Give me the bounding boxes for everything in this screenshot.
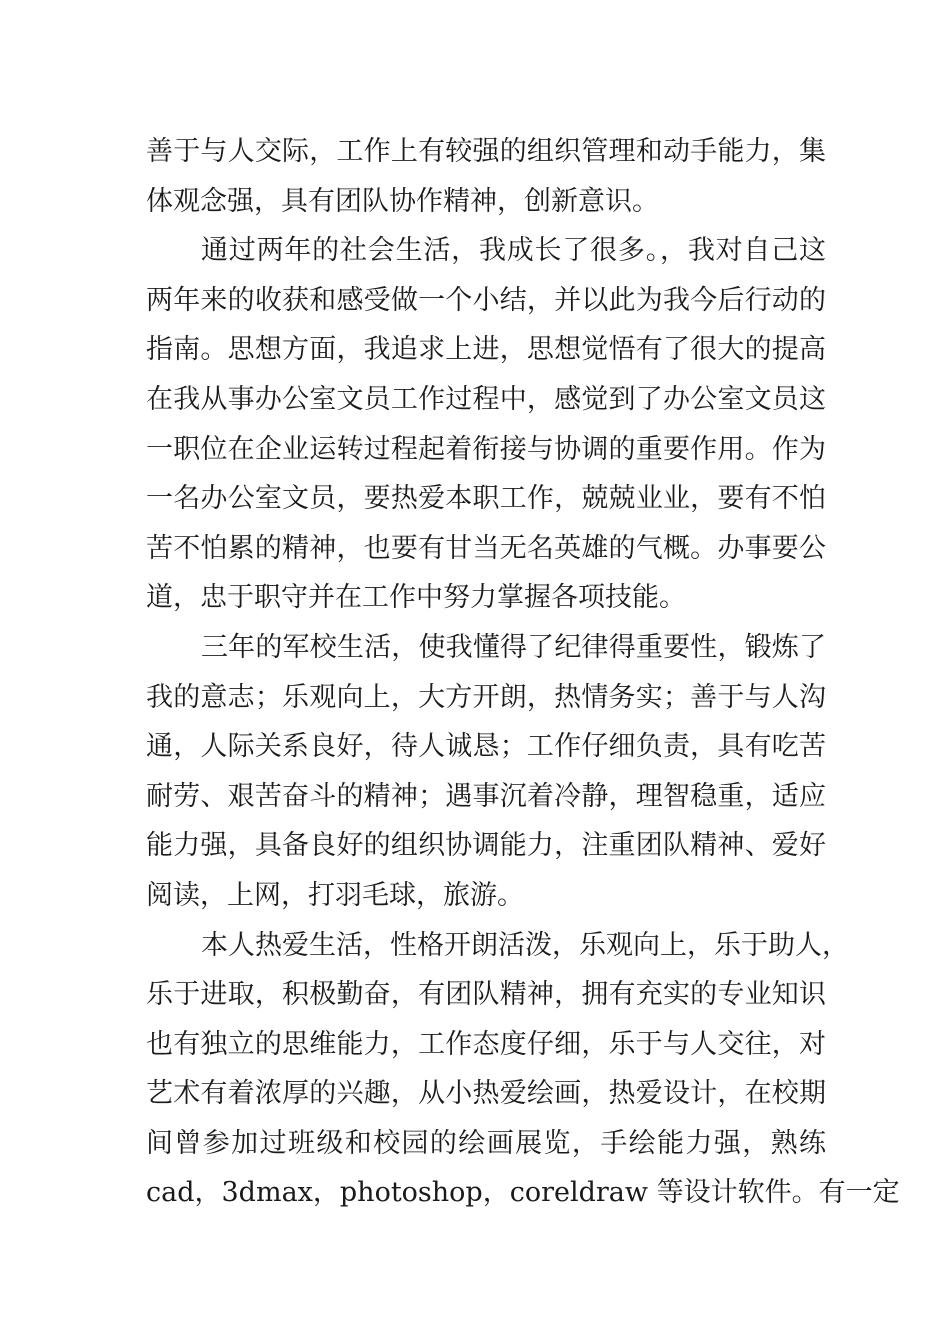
paragraph-start-line: 通过两年的社会生活，我成长了很多。，我对自己这: [201, 235, 826, 267]
text-line: 苦不怕累的精神，也要有甘当无名英雄的气概。办事要公: [146, 532, 826, 564]
text-line: 通，人际关系良好，待人诚恳；工作仔细负责，具有吃苦: [146, 731, 826, 763]
text-line: 耐劳、艰苦奋斗的精神；遇事沉着冷静，理智稳重，适应: [146, 780, 826, 812]
paragraph-start-line: 本人热爱生活，性格开朗活泼，乐观向上，乐于助人，: [201, 929, 849, 961]
text-line: 道，忠于职守并在工作中努力掌握各项技能。: [146, 582, 686, 614]
text-line: 一职位在企业运转过程起着衔接与协调的重要作用。作为: [146, 433, 826, 465]
text-line: 善于与人交际，工作上有较强的组织管理和动手能力，集: [146, 136, 826, 167]
text-line: 间曾参加过班级和校园的绘画展览，手绘能力强，熟练: [146, 1127, 826, 1159]
text-line: 一名办公室文员，要热爱本职工作，兢兢业业，要有不怕: [146, 483, 826, 515]
text-line: 在我从事办公室文员工作过程中，感觉到了办公室文员这: [146, 383, 826, 415]
text-line: 体观念强，具有团队协作精神，创新意识。: [146, 185, 659, 217]
text-line: 能力强，具备良好的组织协调能力，注重团队精神、爱好: [146, 830, 826, 862]
text-line: 也有独立的思维能力，工作态度仔细，乐于与人交往，对: [146, 1028, 826, 1060]
text-line: 指南。思想方面，我追求上进，思想觉悟有了很大的提高: [146, 334, 826, 366]
text-line: 两年来的收获和感受做一个小结，并以此为我今后行动的: [146, 284, 826, 316]
text-line: 艺术有着浓厚的兴趣，从小热爱绘画，热爱设计，在校期: [146, 1078, 826, 1110]
text-line: 阅读，上网，打羽毛球，旅游。: [146, 879, 524, 911]
text-line: cad，3dmax，photoshop，coreldraw 等设计软件。有一定: [146, 1177, 900, 1209]
text-line: 我的意志；乐观向上，大方开朗，热情务实；善于与人沟: [146, 681, 826, 713]
text-line: 乐于进取，积极勤奋，有团队精神，拥有充实的专业知识: [146, 979, 826, 1011]
body-text: [146, 127, 900, 1218]
paragraph-start-line: 三年的军校生活，使我懂得了纪律得重要性，锻炼了: [201, 631, 826, 663]
